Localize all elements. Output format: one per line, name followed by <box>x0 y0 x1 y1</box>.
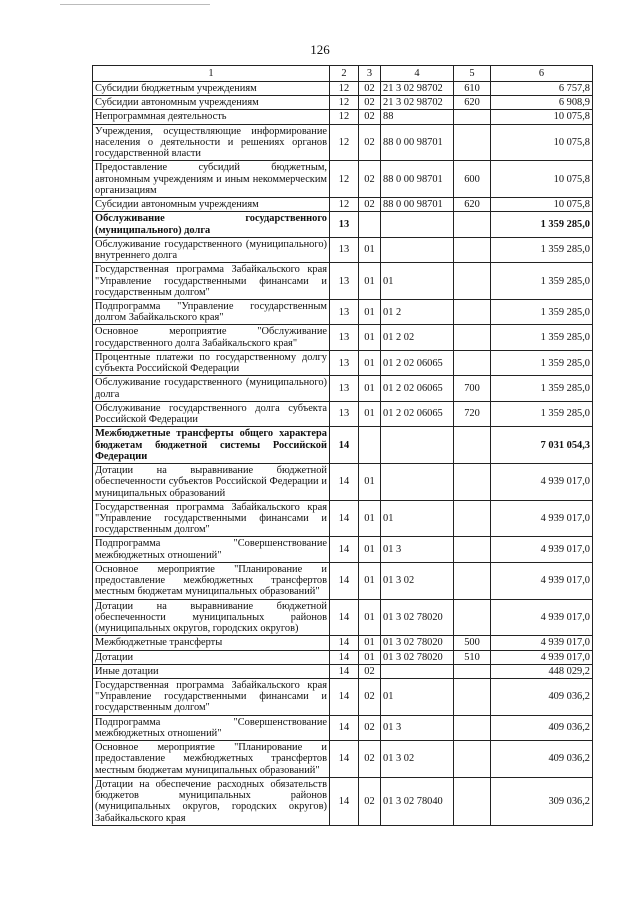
expense-type-cell <box>454 299 491 324</box>
table-row <box>93 82 593 96</box>
expense-type-cell <box>454 715 491 740</box>
target-article-cell: 01 2 02 <box>381 325 454 350</box>
row-name-cell: Предоставление субсидий бюджетным, автономным учреждениям и иным некоммерческим организациям <box>93 161 330 198</box>
amount-cell: 409 036,2 <box>491 741 593 778</box>
subsection-code-cell: 02 <box>359 715 381 740</box>
expense-type-cell <box>454 237 491 262</box>
target-article-cell: 01 <box>381 500 454 537</box>
amount-cell: 4 939 017,0 <box>491 650 593 664</box>
subsection-code-cell: 01 <box>359 237 381 262</box>
section-code-cell: 14 <box>330 427 359 464</box>
section-code-cell: 14 <box>330 464 359 501</box>
row-name-cell: Основное мероприятие "Планирование и предоставление межбюджетных трансфертов местным бюджетам муниципальных образований" <box>93 741 330 778</box>
target-article-cell: 88 <box>381 110 454 124</box>
expense-type-cell <box>454 777 491 825</box>
row-name-cell: Подпрограмма "Управление государственным долгом Забайкальского края" <box>93 299 330 324</box>
subsection-code-cell: 01 <box>359 537 381 562</box>
subsection-code-cell: 01 <box>359 401 381 426</box>
table-row <box>93 636 593 650</box>
table-row <box>93 161 593 198</box>
expense-type-cell <box>454 599 491 636</box>
target-article-cell: 01 3 <box>381 537 454 562</box>
amount-cell: 10 075,8 <box>491 124 593 161</box>
section-code-cell: 14 <box>330 664 359 678</box>
section-code-cell: 13 <box>330 263 359 300</box>
amount-cell: 4 939 017,0 <box>491 537 593 562</box>
table-row <box>93 401 593 426</box>
table-row <box>93 212 593 237</box>
expense-type-cell <box>454 350 491 375</box>
subsection-code-cell <box>359 212 381 237</box>
expense-type-cell <box>454 124 491 161</box>
section-code-cell: 13 <box>330 212 359 237</box>
amount-cell: 1 359 285,0 <box>491 263 593 300</box>
row-name-cell: Государственная программа Забайкальского края "Управление государственными финансами и государственным долгом" <box>93 263 330 300</box>
table-row <box>93 679 593 716</box>
target-article-cell: 01 <box>381 679 454 716</box>
row-name-cell: Дотации <box>93 650 330 664</box>
subsection-code-cell: 02 <box>359 741 381 778</box>
row-name-cell: Процентные платежи по государственному долгу субъекта Российской Федерации <box>93 350 330 375</box>
amount-cell: 448 029,2 <box>491 664 593 678</box>
expense-type-cell <box>454 679 491 716</box>
amount-cell: 4 939 017,0 <box>491 562 593 599</box>
amount-cell: 7 031 054,3 <box>491 427 593 464</box>
row-name-cell: Непрограммная деятельность <box>93 110 330 124</box>
target-article-cell: 21 3 02 98702 <box>381 96 454 110</box>
subsection-code-cell: 01 <box>359 562 381 599</box>
section-code-cell: 12 <box>330 198 359 212</box>
amount-cell: 1 359 285,0 <box>491 376 593 401</box>
row-name-cell: Дотации на выравнивание бюджетной обеспеченности муниципальных районов (муниципальных округов, городских округов) <box>93 599 330 636</box>
section-code-cell: 13 <box>330 299 359 324</box>
section-code-cell: 13 <box>330 401 359 426</box>
table-row <box>93 376 593 401</box>
section-code-cell: 12 <box>330 110 359 124</box>
subsection-code-cell: 01 <box>359 350 381 375</box>
expense-type-cell: 720 <box>454 401 491 426</box>
section-code-cell: 13 <box>330 325 359 350</box>
expense-type-cell: 620 <box>454 198 491 212</box>
target-article-cell: 88 0 00 98701 <box>381 198 454 212</box>
section-code-cell: 12 <box>330 161 359 198</box>
target-article-cell <box>381 237 454 262</box>
section-code-cell: 12 <box>330 96 359 110</box>
subsection-code-cell: 02 <box>359 82 381 96</box>
table-row <box>93 562 593 599</box>
subsection-code-cell: 01 <box>359 636 381 650</box>
amount-cell: 6 757,8 <box>491 82 593 96</box>
subsection-code-cell: 01 <box>359 263 381 300</box>
amount-cell: 4 939 017,0 <box>491 599 593 636</box>
column-header: 2 <box>330 66 359 82</box>
amount-cell: 1 359 285,0 <box>491 350 593 375</box>
expense-type-cell: 610 <box>454 82 491 96</box>
expense-type-cell: 500 <box>454 636 491 650</box>
section-code-cell: 14 <box>330 777 359 825</box>
subsection-code-cell: 01 <box>359 650 381 664</box>
subsection-code-cell: 02 <box>359 161 381 198</box>
amount-cell: 6 908,9 <box>491 96 593 110</box>
row-name-cell: Иные дотации <box>93 664 330 678</box>
column-header: 6 <box>491 66 593 82</box>
row-name-cell: Основное мероприятие "Обслуживание государственного долга Забайкальского края" <box>93 325 330 350</box>
expense-type-cell: 700 <box>454 376 491 401</box>
amount-cell: 10 075,8 <box>491 110 593 124</box>
target-article-cell: 01 2 <box>381 299 454 324</box>
scan-artifact-line <box>60 4 210 5</box>
section-code-cell: 14 <box>330 715 359 740</box>
target-article-cell: 01 3 02 78040 <box>381 777 454 825</box>
row-name-cell: Учреждения, осуществляющие информирование населения о деятельности и решениях органов государственной власти <box>93 124 330 161</box>
row-name-cell: Обслуживание государственного долга субъекта Российской Федерации <box>93 401 330 426</box>
target-article-cell: 01 3 02 <box>381 562 454 599</box>
target-article-cell: 01 <box>381 263 454 300</box>
budget-table <box>92 65 593 826</box>
row-name-cell: Дотации на обеспечение расходных обязательств бюджетов муниципальных районов (муниципальных округов, городских округов) Забайкальского края <box>93 777 330 825</box>
amount-cell: 1 359 285,0 <box>491 325 593 350</box>
column-header: 4 <box>381 66 454 82</box>
section-code-cell: 14 <box>330 500 359 537</box>
section-code-cell: 14 <box>330 679 359 716</box>
table-row <box>93 537 593 562</box>
expense-type-cell <box>454 212 491 237</box>
amount-cell: 309 036,2 <box>491 777 593 825</box>
target-article-cell: 01 3 <box>381 715 454 740</box>
subsection-code-cell: 02 <box>359 96 381 110</box>
row-name-cell: Дотации на выравнивание бюджетной обеспеченности субъектов Российской Федерации и муниципальных образований <box>93 464 330 501</box>
amount-cell: 1 359 285,0 <box>491 237 593 262</box>
expense-type-cell <box>454 562 491 599</box>
row-name-cell: Обслуживание государственного (муниципального) долга <box>93 212 330 237</box>
row-name-cell: Подпрограмма "Совершенствование межбюджетных отношений" <box>93 537 330 562</box>
section-code-cell: 12 <box>330 124 359 161</box>
expense-type-cell: 510 <box>454 650 491 664</box>
row-name-cell: Субсидии автономным учреждениям <box>93 96 330 110</box>
amount-cell: 10 075,8 <box>491 161 593 198</box>
target-article-cell: 01 2 02 06065 <box>381 401 454 426</box>
row-name-cell: Подпрограмма "Совершенствование межбюджетных отношений" <box>93 715 330 740</box>
target-article-cell: 01 2 02 06065 <box>381 376 454 401</box>
table-row <box>93 237 593 262</box>
amount-cell: 4 939 017,0 <box>491 500 593 537</box>
amount-cell: 409 036,2 <box>491 679 593 716</box>
subsection-code-cell: 01 <box>359 376 381 401</box>
amount-cell: 4 939 017,0 <box>491 636 593 650</box>
section-code-cell: 13 <box>330 350 359 375</box>
target-article-cell: 88 0 00 98701 <box>381 124 454 161</box>
subsection-code-cell: 01 <box>359 464 381 501</box>
table-row <box>93 198 593 212</box>
subsection-code-cell: 01 <box>359 500 381 537</box>
table-row <box>93 124 593 161</box>
amount-cell: 1 359 285,0 <box>491 299 593 324</box>
row-name-cell: Межбюджетные трансферты <box>93 636 330 650</box>
table-row <box>93 110 593 124</box>
page-number: 126 <box>310 42 330 57</box>
section-code-cell: 14 <box>330 537 359 562</box>
table-header-row <box>93 66 593 82</box>
subsection-code-cell: 02 <box>359 198 381 212</box>
subsection-code-cell: 02 <box>359 124 381 161</box>
target-article-cell: 21 3 02 98702 <box>381 82 454 96</box>
section-code-cell: 14 <box>330 562 359 599</box>
expense-type-cell <box>454 464 491 501</box>
table-row <box>93 715 593 740</box>
row-name-cell: Государственная программа Забайкальского края "Управление государственными финансами и государственным долгом" <box>93 679 330 716</box>
column-header: 1 <box>93 66 330 82</box>
section-code-cell: 13 <box>330 237 359 262</box>
amount-cell: 1 359 285,0 <box>491 401 593 426</box>
amount-cell: 4 939 017,0 <box>491 464 593 501</box>
subsection-code-cell: 02 <box>359 777 381 825</box>
section-code-cell: 14 <box>330 599 359 636</box>
subsection-code-cell: 01 <box>359 325 381 350</box>
expense-type-cell <box>454 325 491 350</box>
section-code-cell: 14 <box>330 636 359 650</box>
target-article-cell <box>381 212 454 237</box>
row-name-cell: Обслуживание государственного (муниципального) долга <box>93 376 330 401</box>
target-article-cell: 01 2 02 06065 <box>381 350 454 375</box>
subsection-code-cell <box>359 427 381 464</box>
table-row <box>93 464 593 501</box>
row-name-cell: Основное мероприятие "Планирование и предоставление межбюджетных трансфертов местным бюджетам муниципальных образований" <box>93 562 330 599</box>
expense-type-cell <box>454 110 491 124</box>
table-row <box>93 500 593 537</box>
target-article-cell <box>381 664 454 678</box>
expense-type-cell <box>454 500 491 537</box>
amount-cell: 10 075,8 <box>491 198 593 212</box>
subsection-code-cell: 02 <box>359 679 381 716</box>
subsection-code-cell: 02 <box>359 664 381 678</box>
table-row <box>93 427 593 464</box>
target-article-cell: 88 0 00 98701 <box>381 161 454 198</box>
table-row <box>93 599 593 636</box>
expense-type-cell <box>454 537 491 562</box>
expense-type-cell <box>454 664 491 678</box>
table-row <box>93 96 593 110</box>
table-row <box>93 650 593 664</box>
table-row <box>93 777 593 825</box>
row-name-cell: Субсидии бюджетным учреждениям <box>93 82 330 96</box>
amount-cell: 1 359 285,0 <box>491 212 593 237</box>
column-header: 5 <box>454 66 491 82</box>
expense-type-cell: 600 <box>454 161 491 198</box>
amount-cell: 409 036,2 <box>491 715 593 740</box>
table-row <box>93 299 593 324</box>
table-row <box>93 741 593 778</box>
subsection-code-cell: 01 <box>359 599 381 636</box>
target-article-cell: 01 3 02 78020 <box>381 599 454 636</box>
target-article-cell: 01 3 02 78020 <box>381 636 454 650</box>
row-name-cell: Межбюджетные трансферты общего характера бюджетам бюджетной системы Российской Федерации <box>93 427 330 464</box>
target-article-cell <box>381 427 454 464</box>
row-name-cell: Обслуживание государственного (муниципального) внутреннего долга <box>93 237 330 262</box>
target-article-cell: 01 3 02 <box>381 741 454 778</box>
table-row <box>93 350 593 375</box>
expense-type-cell <box>454 741 491 778</box>
target-article-cell <box>381 464 454 501</box>
expense-type-cell <box>454 427 491 464</box>
expense-type-cell: 620 <box>454 96 491 110</box>
table-row <box>93 263 593 300</box>
section-code-cell: 14 <box>330 741 359 778</box>
section-code-cell: 12 <box>330 82 359 96</box>
section-code-cell: 13 <box>330 376 359 401</box>
table-row <box>93 325 593 350</box>
section-code-cell: 14 <box>330 650 359 664</box>
table-row <box>93 664 593 678</box>
subsection-code-cell: 02 <box>359 110 381 124</box>
target-article-cell: 01 3 02 78020 <box>381 650 454 664</box>
column-header: 3 <box>359 66 381 82</box>
subsection-code-cell: 01 <box>359 299 381 324</box>
row-name-cell: Субсидии автономным учреждениям <box>93 198 330 212</box>
expense-type-cell <box>454 263 491 300</box>
row-name-cell: Государственная программа Забайкальского края "Управление государственными финансами и государственным долгом" <box>93 500 330 537</box>
